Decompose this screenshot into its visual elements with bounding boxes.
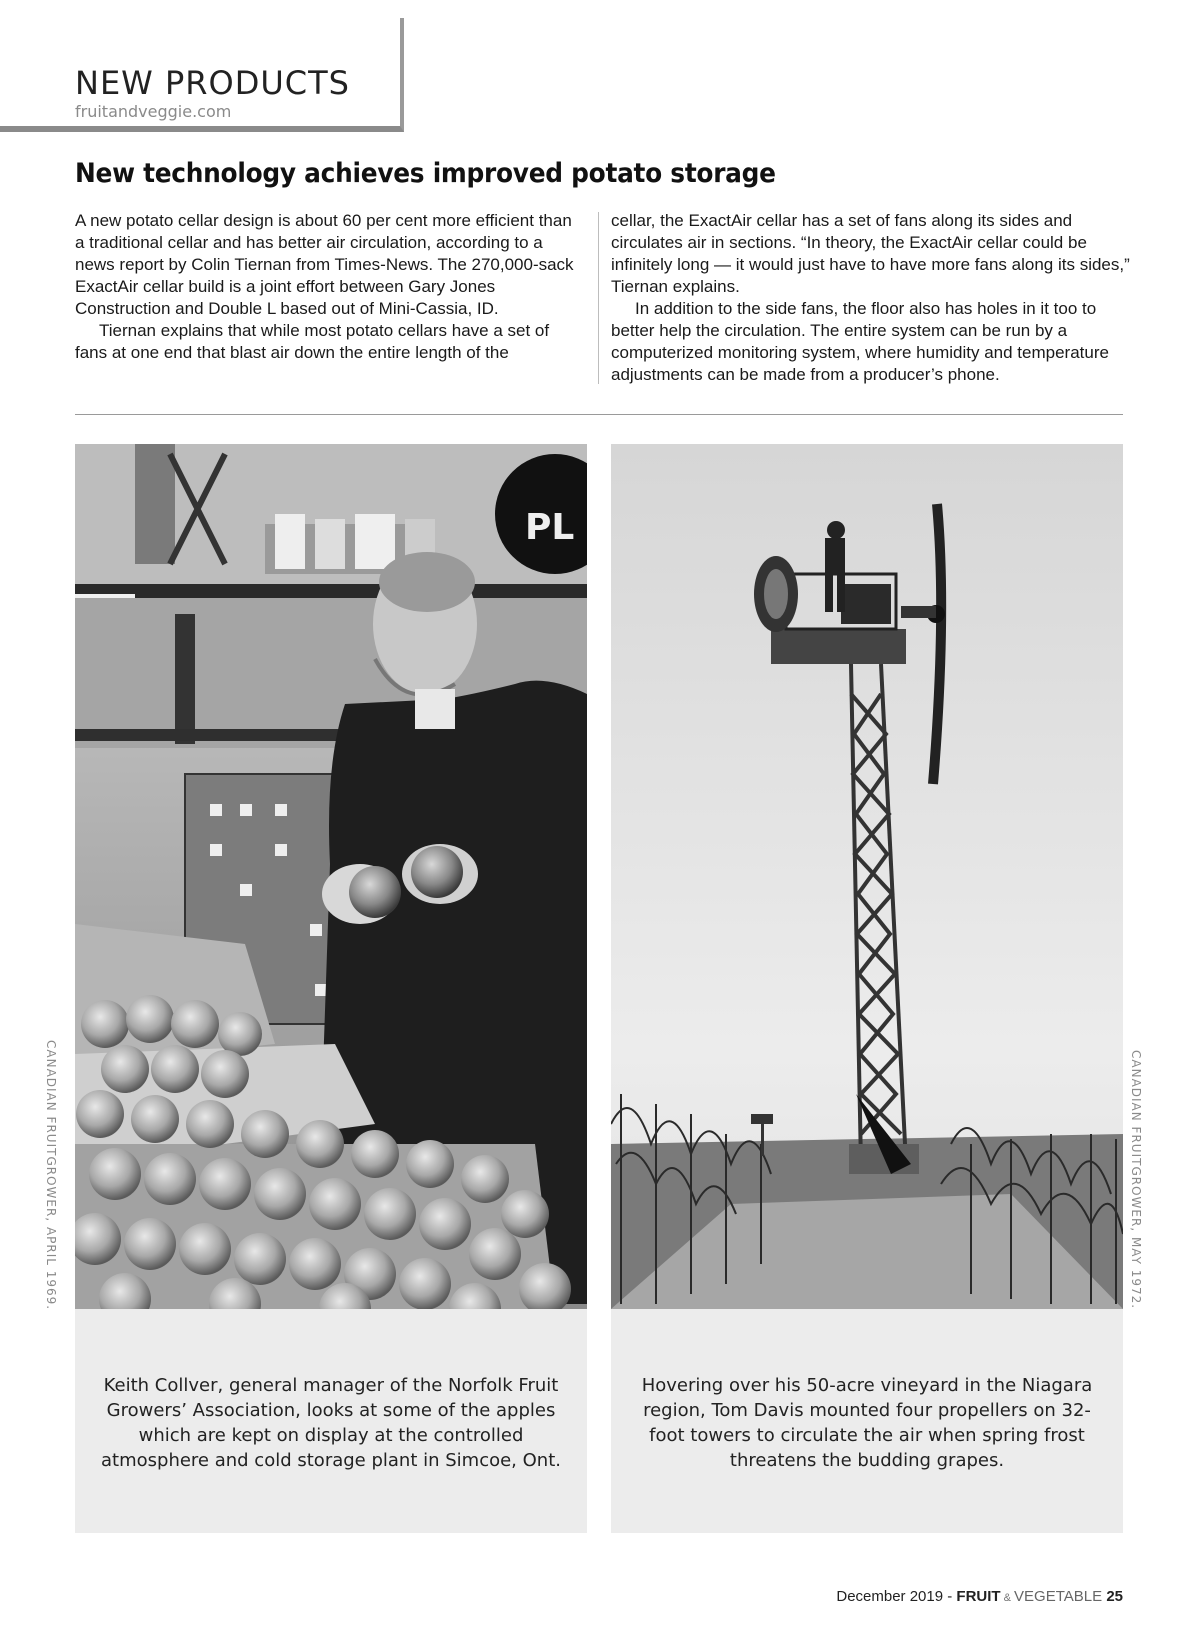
sign-text-pl: PL bbox=[525, 507, 575, 548]
photo-apples-image bbox=[75, 444, 587, 1309]
article-column-left bbox=[75, 210, 580, 364]
column-divider bbox=[598, 212, 599, 384]
photo-credit-right: CANADIAN FRUITGROWER, MAY 1972. bbox=[1129, 1050, 1143, 1310]
footer-date: December 2019 - bbox=[836, 1588, 957, 1605]
footer-brand-vegetable: VEGETABLE bbox=[1014, 1588, 1103, 1605]
paragraph: Tiernan explains that while most potato cellars have a set of fans at one end that blast air down the entire length of the bbox=[75, 321, 550, 362]
photo-credit-left: CANADIAN FRUITGROWER, APRIL 1969. bbox=[44, 1040, 58, 1311]
caption-box-right bbox=[611, 1309, 1123, 1533]
footer-brand-fruit: FRUIT bbox=[956, 1588, 1001, 1605]
paragraph: In addition to the side fans, the floor also has holes in it too to better help the circulation. The entire system can be run by a computerized monitoring system, where humidity and temperature adjustments can be made from a producer’s phone. bbox=[611, 299, 1109, 384]
photo-apples-display bbox=[75, 444, 587, 1309]
section-url[interactable]: fruitandveggie.com bbox=[75, 102, 232, 121]
paragraph: A new potato cellar design is about 60 per cent more efficient than a traditional cellar and has better air circulation, according to a news report by Colin Tiernan from Times-News. The 270,000-sack ExactAir cellar build is a joint effort between Gary Jones Construction and Double L based out of Mini-Cassia, ID. bbox=[75, 211, 574, 318]
photo-caption-right: Hovering over his 50-acre vineyard in the Niagara region, Tom Davis mounted four propellers on 32-foot towers to circulate the air when spring frost threatens the budding grapes. bbox=[641, 1375, 1093, 1471]
article-column-right bbox=[611, 210, 1131, 386]
photo-caption-left: Keith Collver, general manager of the Norfolk Fruit Growers’ Association, looks at some of the apples which are kept on display at the controlled atmosphere and cold storage plant in Simcoe, Ont. bbox=[101, 1375, 561, 1471]
page-footer bbox=[836, 1588, 1123, 1605]
section-title: NEW PRODUCTS bbox=[75, 64, 350, 102]
page-number: 25 bbox=[1106, 1588, 1123, 1605]
photo-tower-image bbox=[611, 444, 1123, 1309]
article-headline: New technology achieves improved potato storage bbox=[75, 158, 776, 189]
footer-ampersand: & bbox=[1000, 1592, 1015, 1604]
photo-wind-machine-tower bbox=[611, 444, 1123, 1309]
horizontal-rule bbox=[75, 414, 1123, 415]
caption-box-left bbox=[75, 1309, 587, 1533]
paragraph: cellar, the ExactAir cellar has a set of fans along its sides and circulates air in sections. “In theory, the ExactAir cellar could be infinitely long — it would just have to have more fans along its sides,” Tiernan explains. bbox=[611, 211, 1130, 296]
